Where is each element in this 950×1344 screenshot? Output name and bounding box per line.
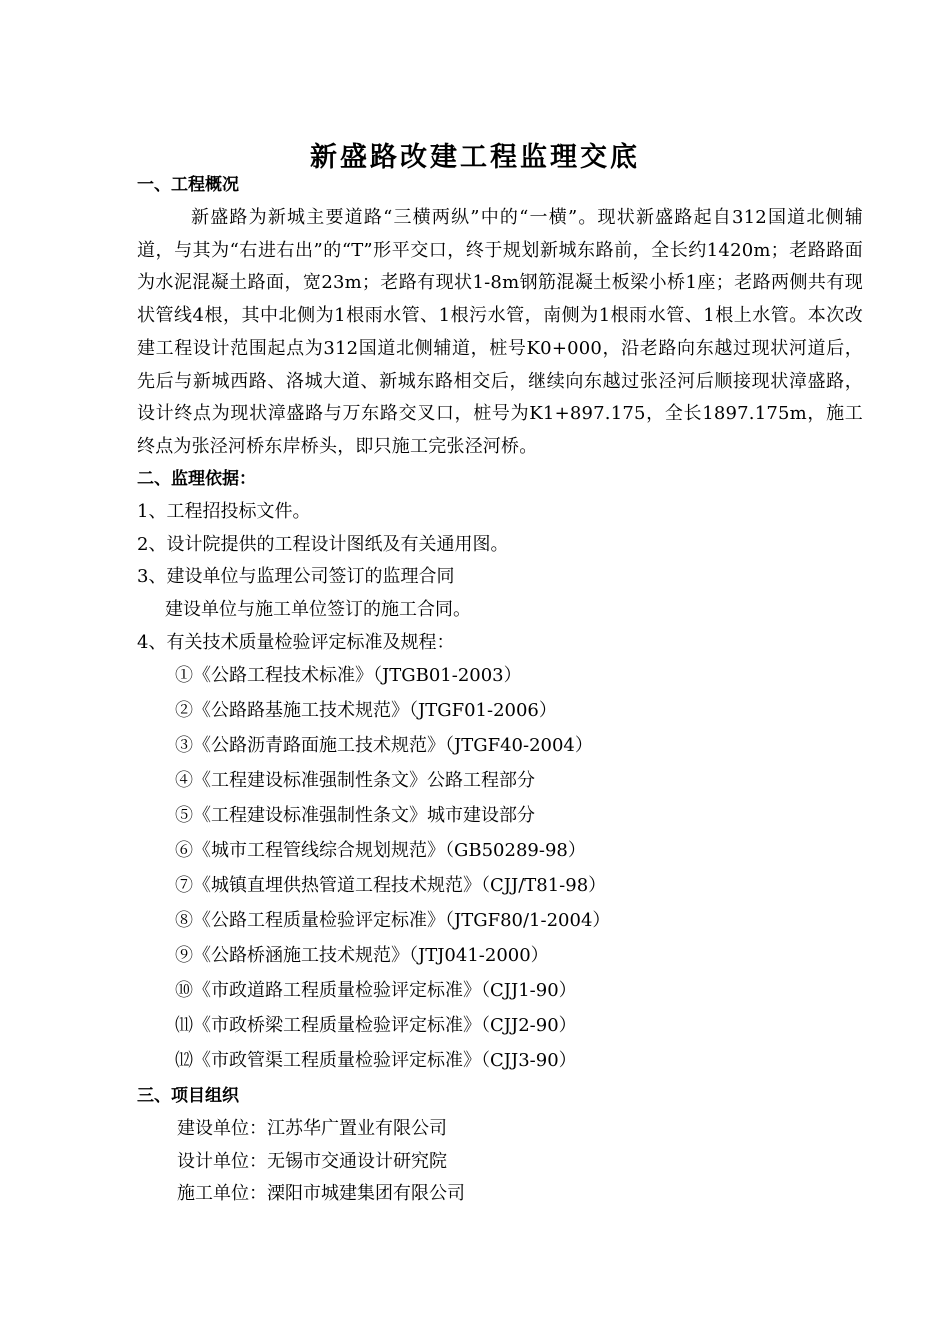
basis-item: 4、有关技术质量检验评定标准及规程： bbox=[137, 632, 455, 653]
standard-item: ④《工程建设标准强制性条文》公路工程部分 bbox=[175, 770, 535, 791]
standard-item: ③《公路沥青路面施工技术规范》（JTGF40-2004） bbox=[175, 735, 593, 756]
standard-item: ⑦《城镇直埋供热管道工程技术规范》（CJJ/T81-98） bbox=[175, 875, 607, 896]
basis-item: 建设单位与施工单位签订的施工合同。 bbox=[165, 599, 471, 620]
section-heading-organization: 三、项目组织 bbox=[137, 1086, 239, 1106]
organization-item: 施工单位：溧阳市城建集团有限公司 bbox=[177, 1183, 465, 1204]
standard-item: ⑧《公路工程质量检验评定标准》（JTGF80/1-2004） bbox=[175, 910, 611, 931]
standard-item: ①《公路工程技术标准》（JTGB01-2003） bbox=[175, 665, 522, 686]
basis-item: 1、工程招投标文件。 bbox=[137, 501, 311, 522]
standard-item: ⑤《工程建设标准强制性条文》城市建设部分 bbox=[175, 805, 535, 826]
standard-item: ⑩《市政道路工程质量检验评定标准》（CJJ1-90） bbox=[175, 980, 577, 1001]
standard-item: ②《公路路基施工技术规范》（JTGF01-2006） bbox=[175, 700, 557, 721]
standard-item: ⑨《公路桥涵施工技术规范》（JTJ041-2000） bbox=[175, 945, 549, 966]
document-title: 新盛路改建工程监理交底 bbox=[310, 142, 640, 173]
standard-item: ⑥《城市工程管线综合规划规范》（GB50289-98） bbox=[175, 840, 586, 861]
section-heading-basis: 二、监理依据： bbox=[137, 469, 256, 489]
basis-item: 3、建设单位与监理公司签订的监理合同 bbox=[137, 566, 455, 587]
basis-item: 2、设计院提供的工程设计图纸及有关通用图。 bbox=[137, 534, 509, 555]
section-heading-overview: 一、工程概况 bbox=[137, 175, 239, 195]
standard-item: ⑾《市政桥梁工程质量检验评定标准》（CJJ2-90） bbox=[175, 1015, 577, 1036]
standard-item: ⑿《市政管渠工程质量检验评定标准》（CJJ3-90） bbox=[175, 1050, 577, 1071]
organization-item: 建设单位：江苏华广置业有限公司 bbox=[177, 1118, 447, 1139]
overview-paragraph: 新盛路为新城主要道路“三横两纵”中的“一横”。现状新盛路起自312国道北侧辅道，与其为“右进右出”的“T”形平交口，终于规划新城东路前，全长约1420m；老路路面为水泥混凝土路面，宽23m；老路有现状1-8m钢筋混凝土板梁小桥1座；老路两侧共有现状管线4根，其中北侧为1根雨水管、1根污水管，南侧为1根雨水管、1根上水管。本次改建工程设计范围起点为312国道北侧辅道，桩号K0+000，沿老路向东越过现状河道后，先后与新城西路、洛城大道、新城东路相交后，继续向东越过张泾河后顺接现状漳盛路，设计终点为现状漳盛路与万东路交叉口，桩号为K1+897.175，全长1897.175m，施工终点为张泾河桥东岸桥头，即只施工完张泾河桥。 bbox=[137, 207, 863, 457]
organization-item: 设计单位：无锡市交通设计研究院 bbox=[177, 1151, 447, 1172]
